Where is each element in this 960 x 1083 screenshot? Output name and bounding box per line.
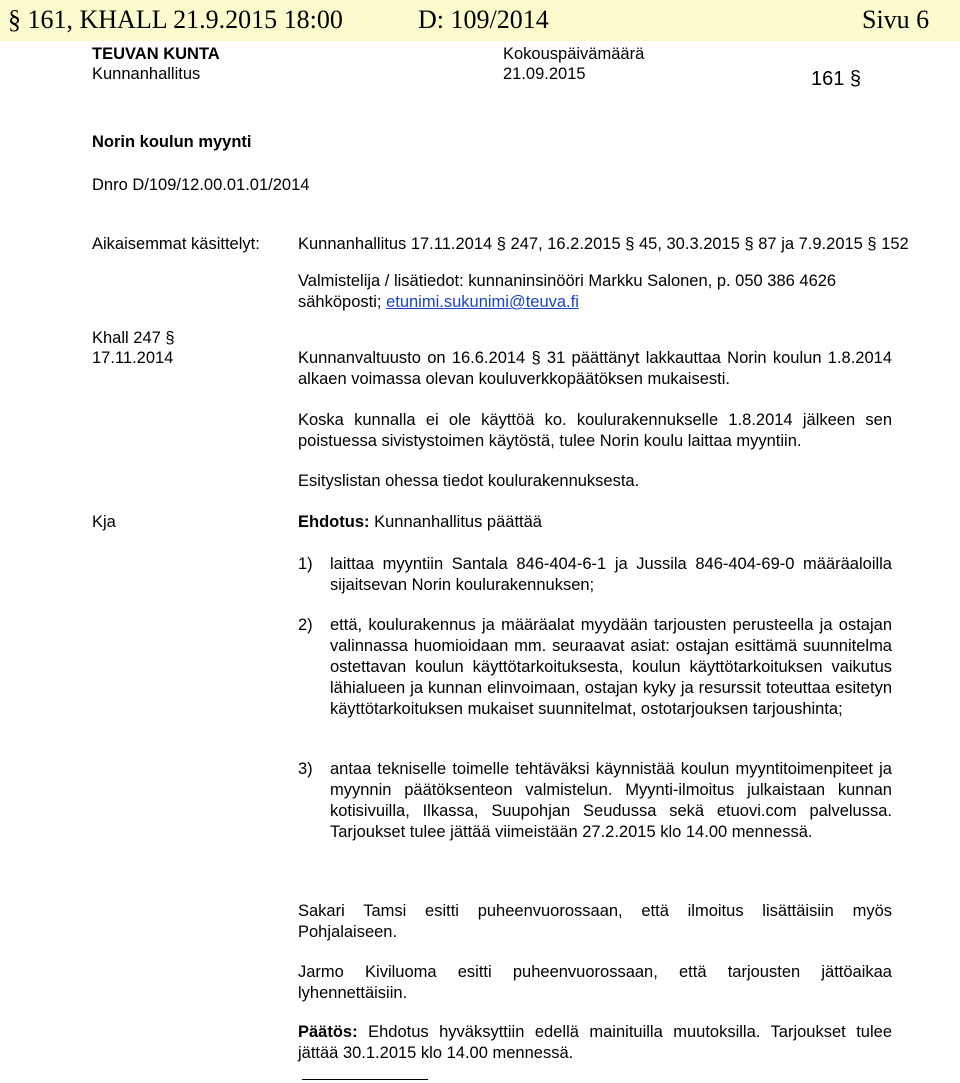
khall-paragraph-3: Esityslistan ohessa tiedot koulurakennuksesta. (298, 472, 640, 490)
decision-text: Ehdotus hyväksyttiin edellä mainituilla muutoksilla. Tarjoukset tulee jättää 30.1.2015 klo 14.00 mennessä. (298, 1023, 892, 1062)
khall-paragraph-1: Kunnanvaltuusto on 16.6.2014 § 31 päättänyt lakkauttaa Norin koulun 1.8.2014 alkaen voimassa olevan kouluverkkopäätöksen mukaisesti. (298, 349, 892, 388)
signature-line (302, 1079, 428, 1080)
dnro: Dnro D/109/12.00.01.01/2014 (92, 176, 310, 194)
banner-document-ref: D: 109/2014 (418, 5, 549, 34)
proposal-lead: Ehdotus: (298, 513, 370, 531)
decision-paragraph (298, 1022, 892, 1064)
list-item-text: että, koulurakennus ja määräalat myydään tarjousten perusteella ja ostajan valinnassa huomioidaan mm. seuraavat asiat: ostajan esittämä suunnitelma ostettavan koulun käyttötarkoituksesta, koulun käyttötarkoituksen vaikutus lähialueen ja kunnan elinvoimaan, ostajan kyky ja resurssit toteuttaa esitetyn käyttötarkoituksen mukaiset suunnitelmat, ostotarjouksen tarjoushinta; (330, 616, 892, 718)
comment-paragraph: Sakari Tamsi esitti puheenvuorossaan, että ilmoitus lisättäisiin myös Pohjalaiseen. (298, 902, 892, 941)
body-name: Kunnanhallitus (92, 65, 201, 83)
document-banner (0, 0, 960, 41)
list-item-text: laittaa myyntiin Santala 846-404-6-1 ja Jussila 846-404-69-0 määräaloilla sijaitsevan Norin koulurakennuksen; (330, 555, 892, 594)
page-title: Norin koulun myynti (92, 133, 252, 151)
proposal-text: Kunnanhallitus päättää (369, 513, 542, 531)
email-link[interactable]: etunimi.sukunimi@teuva.fi (386, 293, 579, 311)
section-number: 161 § (811, 68, 862, 90)
list-item-text: antaa tekniselle toimelle tehtäväksi käynnistää koulun myyntitoimenpiteet ja myynnin päätöksenteon valmistelun. Myynti-ilmoitus julkaistaan kunnan kotisivuilla, Ilkassa, Suupohjan Seudussa sekä etuovi.com palvelussa. Tarjoukset tulee jättää viimeistään 27.2.2015 klo 14.00 mennessä. (330, 760, 892, 841)
khall-label: Khall 247 § (92, 329, 175, 347)
list-item-number: 1) (298, 555, 313, 573)
banner-page-number: Sivu 6 (862, 5, 930, 34)
preparer-contact (298, 292, 579, 312)
meeting-date: 21.09.2015 (503, 65, 586, 83)
list-item-number: 2) (298, 616, 313, 634)
banner-section-ref: § 161, KHALL 21.9.2015 18:00 (8, 5, 343, 34)
list-item-number: 3) (298, 760, 313, 778)
email-prefix: sähköposti; (298, 293, 387, 311)
khall-paragraph-2: Koska kunnalla ei ole käyttöä ko. koulurakennukselle 1.8.2014 jälkeen sen poistuessa sivistystoimen käytöstä, tulee Norin koulu laittaa myyntiin. (298, 411, 892, 450)
org-name: TEUVAN KUNTA (92, 45, 220, 63)
preparer-info: Valmistelija / lisätiedot: kunnaninsinööri Markku Salonen, p. 050 386 4626 (298, 272, 837, 290)
decision-lead: Päätös: (298, 1023, 358, 1041)
meeting-date-label: Kokouspäivämäärä (503, 45, 645, 63)
khall-date: 17.11.2014 (92, 349, 174, 367)
comment-paragraph: Jarmo Kiviluoma esitti puheenvuorossaan, että tarjousten jättöaikaa lyhennettäisiin. (298, 963, 892, 1002)
proposal-heading (298, 512, 542, 532)
previous-handling-label: Aikaisemmat käsittelyt: (92, 235, 260, 253)
previous-handling-value: Kunnanhallitus 17.11.2014 § 247, 16.2.2015 § 45, 30.3.2015 § 87 ja 7.9.2015 § 152 (298, 235, 909, 253)
kja-label: Kja (92, 513, 116, 531)
